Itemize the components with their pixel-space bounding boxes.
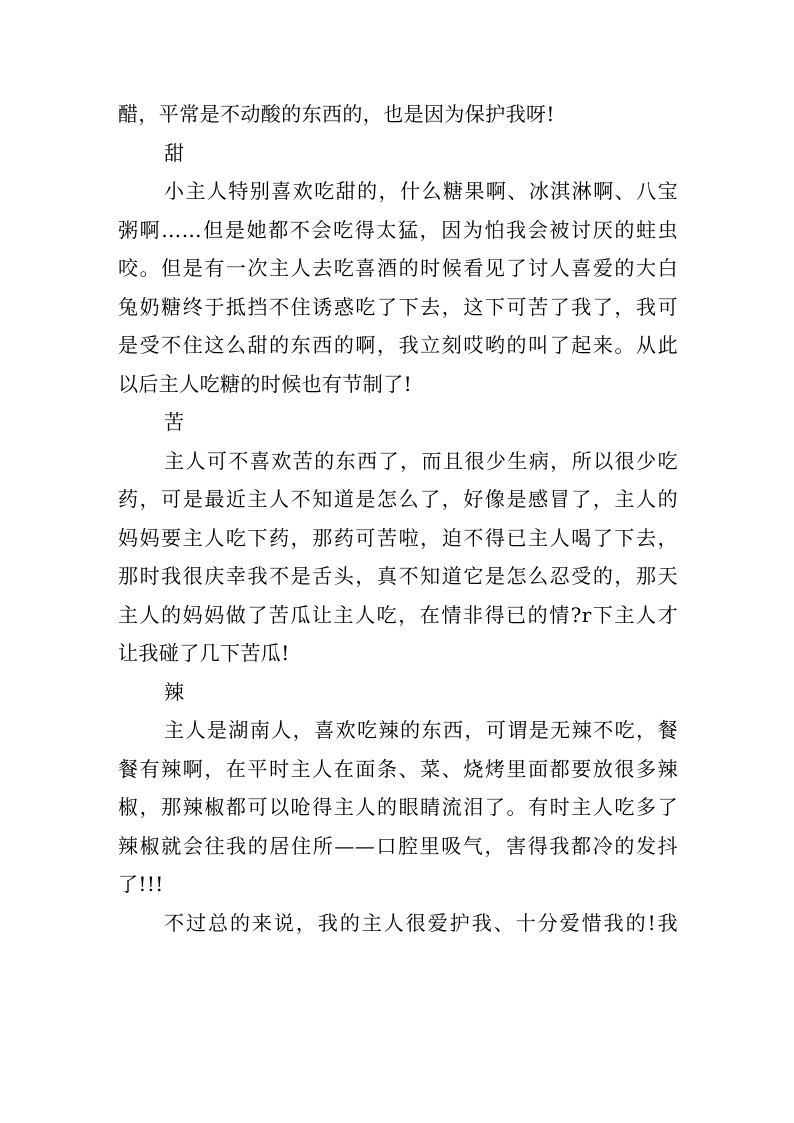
text-line: 以后主人吃糖的时候也有节制了! <box>118 371 413 396</box>
section-heading-bitter: 苦 <box>164 410 185 434</box>
text-line: 让我碰了几下苦瓜! <box>118 641 290 665</box>
text-line: 兔奶糖终于抵挡不住诱惑吃了下去，这下可苦了我了，我可 <box>118 294 678 319</box>
text-line: 咬。但是有一次主人去吃喜酒的时候看见了讨人喜爱的大白 <box>118 256 678 280</box>
text-line: 辣椒就会往我的居住所——口腔里吸气，害得我都冷的发抖 <box>118 833 678 858</box>
text-line: 椒，那辣椒都可以呛得主人的眼睛流泪了。有时主人吃多了 <box>118 795 678 819</box>
section-heading-spicy: 辣 <box>164 679 185 704</box>
text-line: 主人是湖南人，喜欢吃辣的东西，可谓是无辣不吃，餐 <box>164 718 678 742</box>
text-line: 是受不住这么甜的东西的啊，我立刻哎哟的叫了起来。从此 <box>118 333 678 357</box>
text-line: 药，可是最近主人不知道是怎么了，好像是感冒了，主人的 <box>118 487 678 511</box>
text-line: 了!!! <box>118 872 164 896</box>
text-line: 那时我很庆幸我不是舌头，真不知道它是怎么忍受的，那天 <box>118 564 678 588</box>
document-body <box>118 95 678 942</box>
text-line: 主人可不喜欢苦的东西了，而且很少生病，所以很少吃 <box>164 448 678 473</box>
text-line: 不过总的来说，我的主人很爱护我、十分爱惜我的!我 <box>164 910 678 935</box>
section-heading-sweet: 甜 <box>164 140 185 165</box>
text-line: 餐有辣啊，在平时主人在面条、菜、烧烤里面都要放很多辣 <box>118 756 678 781</box>
text-line: 小主人特别喜欢吃甜的，什么糖果啊、冰淇淋啊、八宝 <box>164 179 678 203</box>
text-line: 粥啊……但是她都不会吃得太猛，因为怕我会被讨厌的蛀虫 <box>118 217 678 242</box>
text-line: 醋，平常是不动酸的东西的，也是因为保护我呀! <box>118 102 555 126</box>
text-line: 妈妈要主人吃下药，那药可苦啦，迫不得已主人喝了下去， <box>118 525 678 550</box>
text-line: 主人的妈妈做了苦瓜让主人吃，在情非得已的情?r下主人才 <box>118 602 678 627</box>
